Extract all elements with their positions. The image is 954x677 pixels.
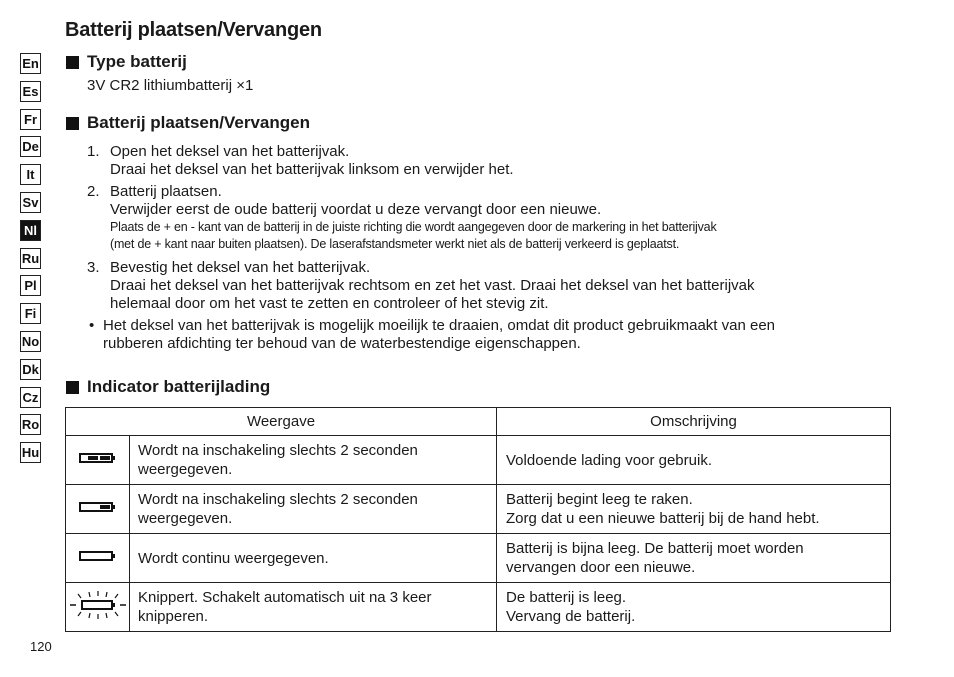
square-bullet-icon: [66, 117, 79, 130]
note-text: Het deksel van het batterijvak is mogelijk moeilijk te draaien, omdat dit product gebruikmaakt van een: [103, 317, 776, 334]
battery-full-icon: [78, 450, 118, 466]
step-number: 2.: [87, 183, 100, 200]
step-text: Draai het deksel van het batterijvak linksom en verwijder het.: [110, 161, 514, 178]
step-title: Open het deksel van het batterijvak.: [110, 143, 350, 160]
lang-tab-pl[interactable]: Pl: [20, 275, 41, 296]
lang-tab-hu[interactable]: Hu: [20, 442, 41, 463]
description-text: De batterij is leeg.: [506, 589, 627, 606]
table-row: [66, 485, 891, 534]
description-text: Zorg dat u een nieuwe batterij bij de hand hebt.: [506, 510, 820, 527]
lang-tab-ro[interactable]: Ro: [20, 414, 41, 435]
section-heading-type: [66, 52, 187, 72]
note-bullet: •: [89, 317, 95, 334]
display-text: weergegeven.: [138, 510, 233, 527]
page-title: Batterij plaatsen/Vervangen: [65, 19, 322, 41]
square-bullet-icon: [66, 381, 79, 394]
display-text: Wordt na inschakeling slechts 2 seconden: [138, 442, 418, 459]
square-bullet-icon: [66, 56, 79, 69]
step-number: 3.: [87, 259, 100, 276]
table-row: [66, 436, 891, 485]
table-header-display: Weergave: [66, 408, 497, 436]
lang-tab-de[interactable]: De: [20, 136, 41, 157]
section-heading-indicator: [66, 377, 270, 397]
step-text: Draai het deksel van het batterijvak rechtsom en zet het vast. Draai het deksel van het batterijvak: [110, 277, 755, 294]
lang-tab-nl[interactable]: Nl: [20, 220, 41, 241]
lang-tab-it[interactable]: It: [20, 164, 41, 185]
section-heading-label: Indicator batterijlading: [87, 377, 271, 396]
description-text: Voldoende lading voor gebruik.: [506, 451, 712, 469]
section-heading-label: Type batterij: [87, 52, 187, 71]
section-heading-label: Batterij plaatsen/Vervangen: [87, 113, 310, 132]
battery-indicator-table: [65, 407, 891, 632]
table-row: [66, 534, 891, 583]
battery-blinking-icon: [67, 590, 129, 620]
note-text: rubberen afdichting ter behoud van de waterbestendige eigenschappen.: [103, 335, 581, 352]
display-text: weergegeven.: [138, 461, 233, 478]
lang-tab-no[interactable]: No: [20, 331, 41, 352]
display-text: knipperen.: [138, 608, 209, 625]
description-text: Batterij is bijna leeg. De batterij moet worden: [506, 540, 804, 557]
display-text: Knippert. Schakelt automatisch uit na 3 keer: [138, 589, 432, 606]
section-heading-replace: [66, 113, 310, 133]
battery-half-icon: [78, 499, 118, 515]
lang-tab-fi[interactable]: Fi: [20, 303, 41, 324]
battery-type-text: 3V CR2 lithiumbatterij ×1: [87, 77, 254, 94]
step-small-text: (met de + kant naar buiten plaatsen). De laserafstandsmeter werkt niet als de batterij verkeerd is geplaatst.: [110, 237, 680, 251]
lang-tab-fr[interactable]: Fr: [20, 109, 41, 130]
display-text: Wordt continu weergegeven.: [138, 549, 329, 567]
lang-tab-es[interactable]: Es: [20, 81, 41, 102]
description-text: vervangen door een nieuwe.: [506, 559, 696, 576]
step-title: Batterij plaatsen.: [110, 183, 222, 200]
step-small-text: Plaats de + en - kant van de batterij in de juiste richting die wordt aangegeven door de markering in het batterijvak: [110, 220, 717, 234]
description-text: Batterij begint leeg te raken.: [506, 491, 693, 508]
lang-tab-ru[interactable]: Ru: [20, 248, 41, 269]
display-text: Wordt na inschakeling slechts 2 seconden: [138, 491, 418, 508]
lang-tab-cz[interactable]: Cz: [20, 387, 41, 408]
step-text: Verwijder eerst de oude batterij voordat u deze vervangt door een nieuwe.: [110, 201, 602, 218]
step-title: Bevestig het deksel van het batterijvak.: [110, 259, 371, 276]
lang-tab-sv[interactable]: Sv: [20, 192, 41, 213]
table-row: [66, 583, 891, 632]
language-tabs: [20, 53, 43, 470]
lang-tab-dk[interactable]: Dk: [20, 359, 41, 380]
description-text: Vervang de batterij.: [506, 608, 636, 625]
lang-tab-en[interactable]: En: [20, 53, 41, 74]
step-text: helemaal door om het vast te zetten en controleer of het stevig zit.: [110, 295, 549, 312]
battery-low-icon: [78, 548, 118, 564]
table-header-description: Omschrijving: [497, 408, 891, 436]
page-number: 120: [30, 639, 52, 654]
step-number: 1.: [87, 143, 100, 160]
